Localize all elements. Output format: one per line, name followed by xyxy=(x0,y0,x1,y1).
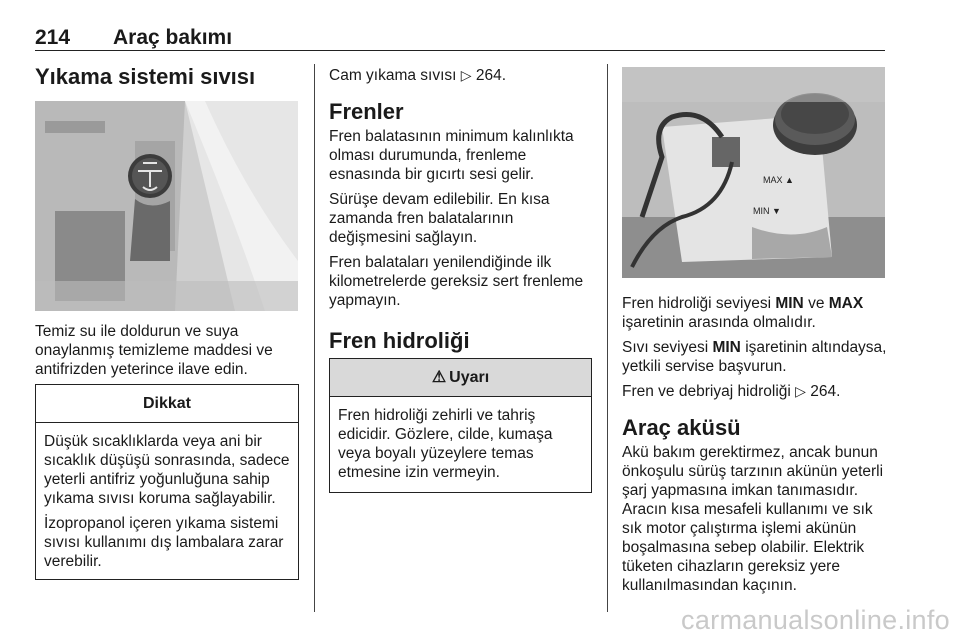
column-divider-2 xyxy=(607,64,608,612)
watermark: carmanualsonline.info xyxy=(681,605,950,635)
caution-paragraph-2: İzopropanol içeren yıkama sistemi sıvısı kullanımı dış lambalara zarar verebilir. xyxy=(44,515,284,570)
fluid-level-min-label: MIN xyxy=(775,295,804,312)
caution-body xyxy=(36,423,298,579)
washer-fluid-text: Temiz su ile doldurun ve suya onaylanmış temizleme maddesi ve antifrizden yeterince ilave edin. xyxy=(35,323,273,378)
fluid-below-post: işaretinin altındaysa, yetkili servise başvurun. xyxy=(622,339,887,375)
washer-fluid-ref-page: 264. xyxy=(475,67,507,84)
battery-text: Akü bakım gerektirmez, ancak bunun önkoşulu sürüş tarzının akünün yeterli şarj yapmasına imkan tanımasıdır. Aracın kısa mesafeli kullanımı ve sık sık motor çalıştırma işlemi akünün boşalmasına sebep olabilir. Elektrik tüketen cihazların gereksiz yere kullanılmasından kaçının. xyxy=(622,444,884,594)
col1-body xyxy=(35,322,298,385)
washer-fluid-heading: Yıkama sistemi sıvısı xyxy=(35,64,256,89)
warning-title: Uyarı xyxy=(449,369,490,386)
fluid-level-max-label: MAX xyxy=(828,295,864,312)
brake-fluid-heading: Fren hidroliği xyxy=(329,328,470,353)
washer-fluid-ref-text: Cam yıkama sıvısı xyxy=(329,67,457,84)
warning-header xyxy=(330,359,591,397)
brakes-paragraph-2: Sürüşe devam edilebilir. En kısa zamanda fren balatalarının değişmesini sağlayın. xyxy=(329,191,550,246)
fluid-level-mid: ve xyxy=(808,295,825,312)
col3-body xyxy=(622,294,887,601)
brake-fluid-reservoir-photo xyxy=(622,67,885,278)
warning-triangle-icon: ⚠ xyxy=(431,369,447,386)
brake-reservoir-illustration xyxy=(622,67,885,278)
photo-max-label: MAX ▲ xyxy=(763,175,794,185)
photo-min-label: MIN ▼ xyxy=(753,206,781,216)
washer-fluid-ref xyxy=(329,66,594,85)
col2-body xyxy=(329,66,594,354)
fluid-level-pre: Fren hidroliği seviyesi xyxy=(622,295,772,312)
page-ref-arrow-icon: ▷ xyxy=(795,383,806,399)
fluid-below-min-label: MIN xyxy=(712,339,741,356)
page-header xyxy=(35,16,885,51)
warning-body xyxy=(330,397,591,492)
chapter-title: Araç bakımı xyxy=(113,26,233,49)
caution-box xyxy=(35,384,299,580)
washer-reservoir-photo xyxy=(35,101,298,311)
page-number: 214 xyxy=(35,26,71,49)
caution-paragraph-1: Düşük sıcaklıklarda veya ani bir sıcaklık düşüşü sonrasında, sadece yeterli antifriz yoğunluğuna sahip yıkama sıvısı koruma sağlayabilir. xyxy=(44,433,290,507)
washer-reservoir-illustration xyxy=(35,101,298,311)
clutch-fluid-ref xyxy=(622,382,887,401)
clutch-fluid-ref-page: 264. xyxy=(810,383,841,400)
warning-box xyxy=(329,358,592,493)
fluid-below-text xyxy=(622,338,887,376)
warning-text: Fren hidroliği zehirli ve tahriş edicidir. Gözlere, cilde, kumaşa veya boyalı yüzeylere temas etmesine izin vermeyin. xyxy=(338,407,553,481)
fluid-level-post: işaretinin arasında olmalıdır. xyxy=(622,314,816,331)
brakes-paragraph-1: Fren balatasının minimum kalınlıkta olması durumunda, frenleme esnasında bir gıcırtı sesi gelir. xyxy=(329,128,574,183)
fluid-level-text xyxy=(622,294,887,332)
battery-heading: Araç aküsü xyxy=(622,415,741,440)
clutch-fluid-ref-text: Fren ve debriyaj hidroliği xyxy=(622,383,791,400)
page-ref-arrow-icon: ▷ xyxy=(460,67,472,83)
column-divider-1 xyxy=(314,64,315,612)
brakes-heading: Frenler xyxy=(329,99,404,124)
fluid-below-pre: Sıvı seviyesi xyxy=(622,339,709,356)
caution-title: Dikkat xyxy=(36,385,298,423)
brakes-paragraph-3: Fren balataları yenilendiğinde ilk kilometrelerde gereksiz sert frenleme yapmayın. xyxy=(329,254,584,309)
